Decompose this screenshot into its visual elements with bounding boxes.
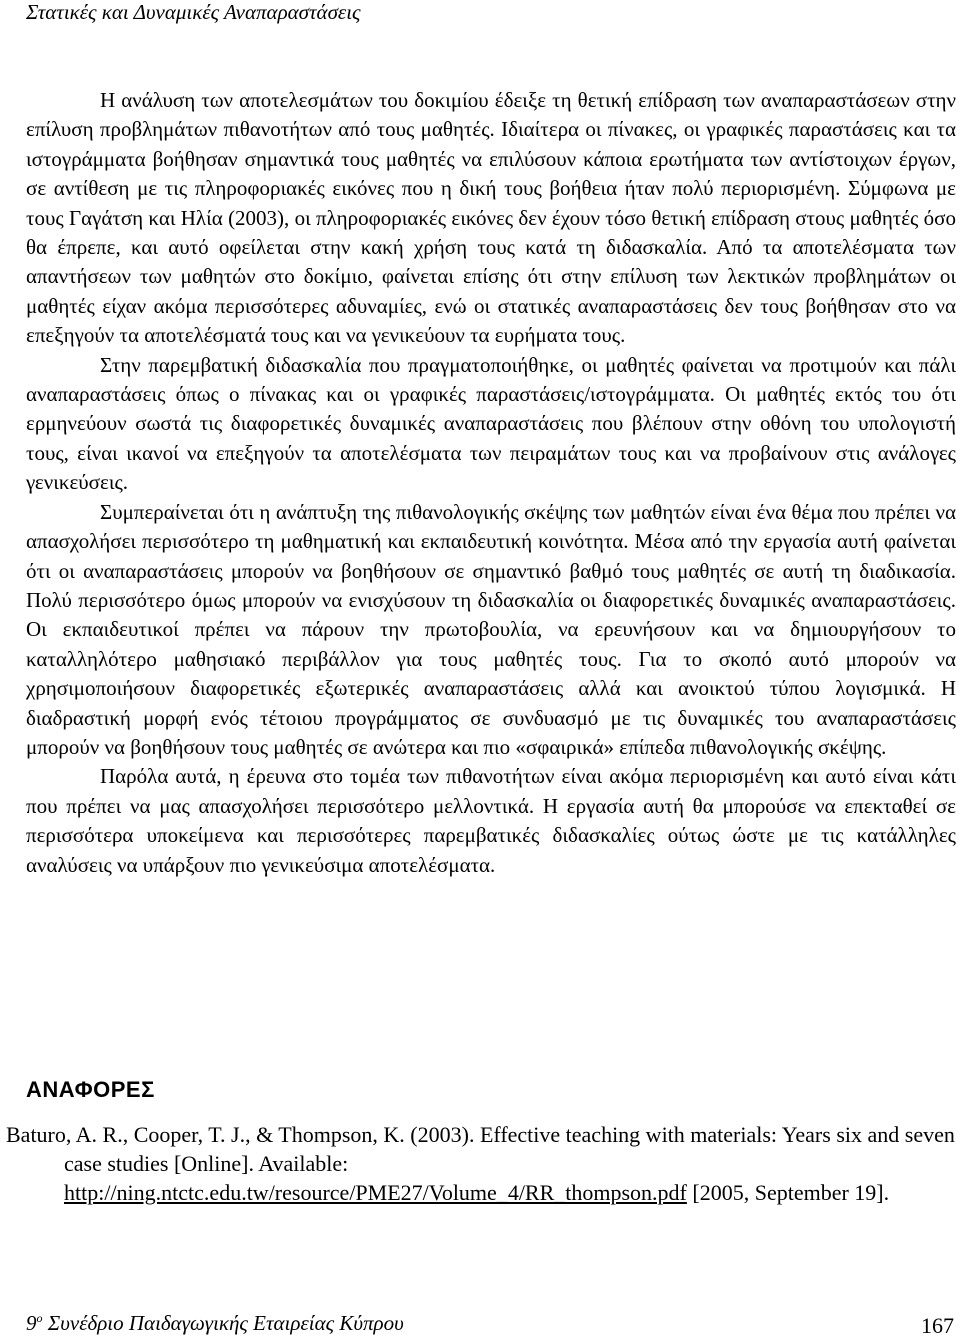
ordinal-suffix: ο (36, 1311, 43, 1325)
body-paragraph: Στην παρεμβατική διδασκαλία που πραγματοποιήθηκε, οι μαθητές φαίνεται να προτιμούν και πάλι αναπαραστάσεις όπως ο πίνακας και οι γραφικές παραστάσεις/ιστογράμματα. Οι μαθητές εκτός του ότι ερμηνεύουν σωστά τις διαφορετικές δυναμικές αναπαραστάσεις που βλέπουν στην οθόνη του υπολογιστή τους, είναι ικανοί να επεξηγούν τα αποτελέσματα των πειραμάτων τους και να προβαίνουν στις ανάλογες γενικεύσεις. (26, 352, 956, 495)
running-header-title: Στατικές και Δυναμικές Αναπαραστάσεις (26, 0, 361, 24)
references-heading: ΑΝΑΦΟΡΕΣ (26, 1077, 155, 1102)
reference-access-date: [2005, September 19]. (692, 1180, 890, 1205)
page-number: 167 (921, 1313, 954, 1338)
conference-footer (26, 1310, 404, 1336)
reference-citation: Baturo, A. R., Cooper, T. J., & Thompson, K. (2003). Effective teaching with materials: Years six and seven case studies [Online]. Available: (6, 1122, 955, 1176)
body-paragraph: Συμπεραίνεται ότι η ανάπτυξη της πιθανολογικής σκέψης των μαθητών είναι ένα θέμα που πρέπει να απασχολήσει περισσότερο τη μαθηματική και εκπαιδευτική κοινότητα. Μέσα από την εργασία αυτή φαίνεται ότι οι αναπαραστάσεις μπορούν να βοηθήσουν σε σημαντικό βαθμό τους μαθητές σε αυτή τη διαδικασία. Πολύ περισσότερο όμως μπορούν να ενισχύσουν τη διδασκαλία οι διαφορετικές δυναμικές αναπαραστάσεις. Οι εκπαιδευτικοί πρέπει να πάρουν την πρωτοβουλία, να ερευνήσουν και να δημιουργήσουν το καταλληλότερο μαθησιακό περιβάλλον για τους μαθητές τους. Για το σκοπό αυτό μπορούν να χρησιμοποιήσουν διαφορετικές εξωτερικές αναπαραστάσεις αλλά και ανοικτού τύπου λογισμικά. Η διαδραστική μορφή ενός τέτοιου προγράμματος σε συνδυασμό με τις δυναμικές του αναπαραστάσεις μπορούν να βοηθήσουν τους μαθητές σε ανώτερα και πιο «σφαιρικά» επίπεδα πιθανολογικής σκέψης. (26, 499, 956, 759)
conference-number: 9 (26, 1311, 37, 1335)
body-paragraph: Η ανάλυση των αποτελεσμάτων του δοκιμίου έδειξε τη θετική επίδραση των αναπαραστάσεων στην επίλυση προβλημάτων πιθανοτήτων από τους μαθητές. Ιδιαίτερα οι πίνακες, οι γραφικές παραστάσεις και τα ιστογράμματα βοήθησαν σημαντικά τους μαθητές να επιλύσουν κάποια ερωτήματα των αντίστοιχων έργων, σε αντίθεση με τις πληροφοριακές εικόνες που η δική τους βοήθεια ήταν πολύ περιορισμένη. Σύμφωνα με τους Γαγάτση και Ηλία (2003), οι πληροφοριακές εικόνες δεν έχουν τόσο θετική επίδραση στους μαθητές όσο θα έπρεπε, και αυτό οφείλεται στην κακή χρήση τους κατά τη διδασκαλία. Από τα αποτελέσματα των απαντήσεων των μαθητών στο δοκίμιο, φαίνεται επίσης ότι στην επίλυση των λεκτικών προβλημάτων οι μαθητές είχαν ακόμα περισσότερες αδυναμίες, ενώ οι στατικές αναπαραστάσεις δεν τους βοήθησαν στο να επεξηγούν τα αποτελέσματά τους και να γενικεύουν τα ευρήματα τους. (26, 88, 956, 348)
reference-link[interactable]: http://ning.ntctc.edu.tw/resource/PME27/Volume_4/RR_thompson.pdf (64, 1180, 687, 1205)
reference-entry (6, 1120, 960, 1207)
conference-name: Συνέδριο Παιδαγωγικής Εταιρείας Κύπρου (47, 1311, 404, 1335)
body-paragraph: Παρόλα αυτά, η έρευνα στο τομέα των πιθανοτήτων είναι ακόμα περιορισμένη και αυτό είναι κάτι που πρέπει να μας απασχολήσει περισσότερο μελλοντικά. Η εργασία αυτή θα μπορούσε να επεκταθεί σε περισσότερα υποκείμενα και περισσότερες παρεμβατικές διδασκαλίες ούτως ώστε με τις κατάλληλες αναλύσεις να υπάρξουν πιο γενικεύσιμα αποτελέσματα. (26, 764, 956, 877)
body-text (26, 86, 956, 880)
